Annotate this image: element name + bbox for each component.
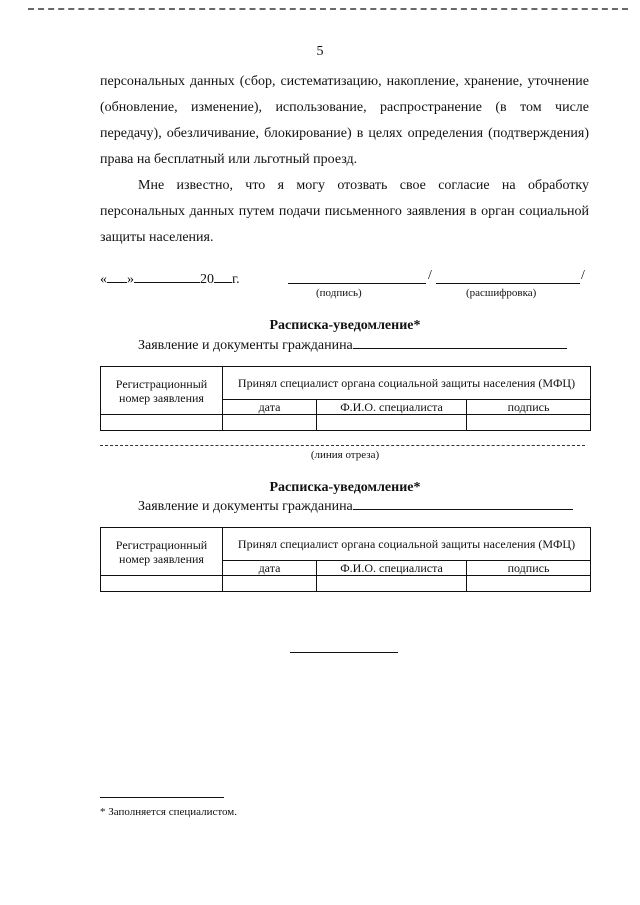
year-suffix: г. — [232, 272, 240, 287]
receipt-2-col-accepted: Принял специалист органа социальной защиты населения (МФЦ) — [223, 528, 591, 561]
end-of-document-rule — [290, 652, 398, 653]
signature-caption: (подпись) — [316, 287, 362, 299]
receipt-2-cell-signature[interactable] — [467, 576, 591, 592]
receipt-1-col-signature: подпись — [467, 400, 591, 415]
receipt-1-cell-reg-number[interactable] — [101, 415, 223, 431]
receipt-2-applicant-label: Заявление и документы гражданина — [138, 499, 353, 514]
footnote: * Заполняется специалистом. — [100, 806, 238, 818]
receipt-2-cell-date[interactable] — [223, 576, 317, 592]
slash-1: / — [428, 268, 432, 283]
receipt-1-cell-signature[interactable] — [467, 415, 591, 431]
signature-row — [100, 268, 590, 308]
page-number: 5 — [316, 44, 324, 59]
receipt-1-applicant-label: Заявление и документы гражданина — [138, 338, 353, 353]
year-blank[interactable] — [214, 268, 232, 283]
cut-line — [100, 445, 585, 446]
slash-2: / — [581, 268, 585, 283]
quote-open: « — [100, 272, 107, 287]
decoding-caption: (расшифровка) — [466, 287, 537, 299]
receipt-1-applicant-line — [138, 334, 567, 354]
receipt-2-col-date: дата — [223, 561, 317, 576]
receipt-2-col-reg-number: Регистрационный номер заявления — [101, 528, 223, 576]
decoding-blank[interactable] — [436, 283, 580, 284]
month-blank[interactable] — [134, 268, 200, 283]
receipt-2-col-signature: подпись — [467, 561, 591, 576]
receipt-1-cell-name[interactable] — [317, 415, 467, 431]
footnote-rule — [100, 797, 224, 798]
receipt-1-col-name: Ф.И.О. специалиста — [317, 400, 467, 415]
receipt-1-title: Расписка-уведомление* — [269, 318, 421, 333]
day-blank[interactable] — [107, 268, 127, 283]
scan-top-rule — [28, 8, 628, 10]
receipt-2-applicant-blank[interactable] — [353, 495, 573, 510]
consent-paragraph-1: персональных данных (сбор, систематизацию, накопление, хранение, уточнение (обновление, изменение), использование, распространение (в том числе передачу), обезличивание, блокирование) в целях определения (подтверждения) права на бесплатный или льготный проезд. — [100, 74, 589, 167]
receipt-1-col-accepted: Принял специалист органа социальной защиты населения (МФЦ) — [223, 367, 591, 400]
receipt-2-cell-reg-number[interactable] — [101, 576, 223, 592]
receipt-2-title: Расписка-уведомление* — [269, 480, 421, 495]
signature-blank[interactable] — [288, 283, 426, 284]
cut-line-label: (линия отреза) — [310, 449, 380, 461]
receipt-2-col-name: Ф.И.О. специалиста — [317, 561, 467, 576]
receipt-1-applicant-blank[interactable] — [353, 334, 567, 349]
year-prefix: 20 — [200, 272, 214, 287]
receipt-1-table — [100, 366, 591, 431]
receipt-1-cell-date[interactable] — [223, 415, 317, 431]
receipt-2-applicant-line — [138, 495, 573, 515]
receipt-2-cell-name[interactable] — [317, 576, 467, 592]
receipt-1-col-reg-number: Регистрационный номер заявления — [101, 367, 223, 415]
receipt-2-table — [100, 527, 591, 592]
receipt-1-col-date: дата — [223, 400, 317, 415]
quote-close: » — [127, 272, 134, 287]
date-line — [100, 268, 240, 288]
consent-paragraph-2: Мне известно, что я могу отозвать свое согласие на обработку персональных данных путем подачи письменного заявления в орган социальной защиты населения. — [100, 178, 589, 245]
